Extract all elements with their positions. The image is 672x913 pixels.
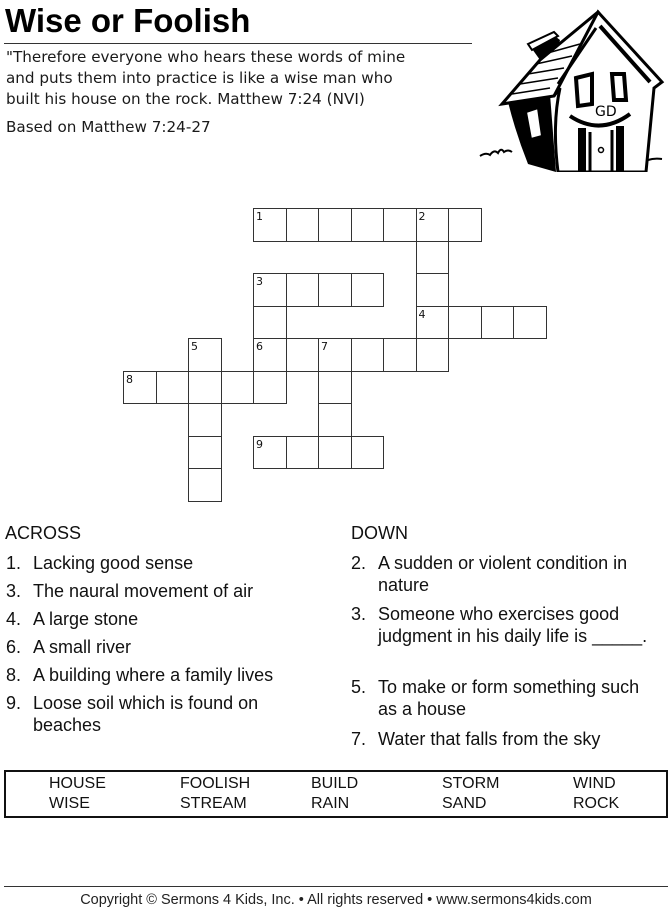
grid-cell[interactable] <box>318 403 352 437</box>
word-bank-word: HOUSE <box>49 775 106 792</box>
clue-number: 2. <box>351 553 367 573</box>
clue-number: 8. <box>6 665 22 685</box>
across-clue <box>6 664 326 686</box>
grid-cell[interactable] <box>156 371 190 405</box>
grid-cell[interactable] <box>188 371 222 405</box>
grid-cell[interactable] <box>448 306 482 340</box>
clue-number: 7. <box>351 729 367 749</box>
grid-cell[interactable] <box>318 273 352 307</box>
clue-number: 3. <box>6 581 22 601</box>
cell-number: 1 <box>256 210 263 223</box>
word-bank-word: RAIN <box>311 795 350 812</box>
grid-cell[interactable] <box>383 338 417 372</box>
cell-number: 5 <box>191 340 198 353</box>
grid-cell[interactable] <box>286 338 320 372</box>
clue-number: 5. <box>351 677 367 697</box>
grid-cell[interactable] <box>286 273 320 307</box>
clue-text: Someone who exercises good judgment in his daily life is _____. <box>378 604 648 646</box>
word-bank-word: WISE <box>49 795 90 812</box>
grid-cell[interactable] <box>351 436 385 470</box>
grid-cell[interactable] <box>416 208 450 242</box>
down-clue <box>351 728 666 750</box>
cell-number: 4 <box>418 307 426 321</box>
grid-cell[interactable] <box>253 338 287 372</box>
title-divider <box>4 43 472 44</box>
page-title: Wise or Foolish <box>5 2 251 39</box>
quote-line: built his house on the rock. Matthew 7:24 (NVI) <box>6 90 365 108</box>
clue-text: A large stone <box>33 609 139 629</box>
grid-cell[interactable] <box>416 241 450 275</box>
grid-cell[interactable] <box>188 468 222 502</box>
clue-text: Loose soil which is found on beaches <box>33 693 259 735</box>
clue-text: A building where a family lives <box>33 665 274 685</box>
across-clue <box>6 636 326 658</box>
down-heading: DOWN <box>351 523 408 543</box>
svg-text:GD: GD <box>595 104 617 120</box>
grid-cell[interactable] <box>188 403 222 437</box>
grid-cell[interactable] <box>221 371 255 405</box>
cell-number: 9 <box>256 437 263 451</box>
grid-cell[interactable] <box>416 338 450 372</box>
footer-divider <box>4 886 668 887</box>
grid-cell[interactable] <box>318 436 352 470</box>
grid-cell[interactable] <box>351 208 385 242</box>
quote-line: and puts them into practice is like a wise man who <box>6 69 393 87</box>
grid-cell[interactable] <box>448 208 482 242</box>
across-clue <box>6 692 306 736</box>
grid-cell[interactable] <box>416 306 450 340</box>
word-bank-word: STREAM <box>180 795 247 812</box>
grid-cell[interactable] <box>286 436 320 470</box>
across-clue <box>6 552 326 574</box>
clue-number: 9. <box>6 693 22 713</box>
grid-cell[interactable] <box>416 273 450 307</box>
based-on-reference: Based on Matthew 7:24-27 <box>6 118 211 136</box>
clue-text: The naural movement of air <box>33 581 254 601</box>
clue-text: A small river <box>33 637 132 657</box>
word-bank-word: SAND <box>442 795 487 812</box>
grid-cell[interactable] <box>253 208 287 242</box>
grid-cell[interactable] <box>286 208 320 242</box>
quote-line: "Therefore everyone who hears these words of mine <box>6 48 406 66</box>
clue-text: Water that falls from the sky <box>378 729 601 749</box>
grid-cell[interactable] <box>383 208 417 242</box>
cell-number: 3 <box>256 275 263 288</box>
word-bank-word: BUILD <box>311 775 359 792</box>
house-cartoon-icon <box>478 4 668 172</box>
cell-number: 6 <box>256 340 263 353</box>
word-bank <box>4 770 668 818</box>
clue-number: 3. <box>351 604 367 624</box>
grid-cell[interactable] <box>481 306 515 340</box>
word-bank-word: ROCK <box>573 795 620 812</box>
scripture-quote <box>6 47 476 110</box>
cell-number: 2 <box>418 210 426 223</box>
grid-cell[interactable] <box>188 338 222 372</box>
clue-number: 1. <box>6 553 22 573</box>
across-clue <box>6 580 326 602</box>
grid-cell[interactable] <box>253 273 287 307</box>
grid-cell[interactable] <box>351 338 385 372</box>
down-clue <box>351 603 656 647</box>
word-bank-word: WIND <box>573 775 616 792</box>
clue-text: To make or form something such as a house <box>378 677 640 719</box>
cell-number: 7 <box>321 340 328 353</box>
clue-number: 4. <box>6 609 22 629</box>
grid-cell[interactable] <box>318 338 352 372</box>
grid-cell[interactable] <box>351 273 385 307</box>
across-clue <box>6 608 326 630</box>
clue-text: Lacking good sense <box>33 553 194 573</box>
clue-number: 6. <box>6 637 22 657</box>
across-heading: ACROSS <box>5 523 82 543</box>
clue-text: A sudden or violent condition in nature <box>378 553 628 595</box>
grid-cell[interactable] <box>123 371 157 405</box>
grid-cell[interactable] <box>318 208 352 242</box>
down-clue <box>351 552 666 596</box>
word-bank-word: STORM <box>442 775 500 792</box>
grid-cell[interactable] <box>253 436 287 470</box>
grid-cell[interactable] <box>253 306 287 340</box>
grid-cell[interactable] <box>318 371 352 405</box>
grid-cell[interactable] <box>253 371 287 405</box>
grid-cell[interactable] <box>513 306 547 340</box>
grid-cell[interactable] <box>188 436 222 470</box>
copyright-footer: Copyright © Sermons 4 Kids, Inc. • All rights reserved • www.sermons4kids.com <box>80 892 592 908</box>
down-clue <box>351 676 651 720</box>
word-bank-word: FOOLISH <box>180 775 251 792</box>
cell-number: 8 <box>126 372 133 386</box>
